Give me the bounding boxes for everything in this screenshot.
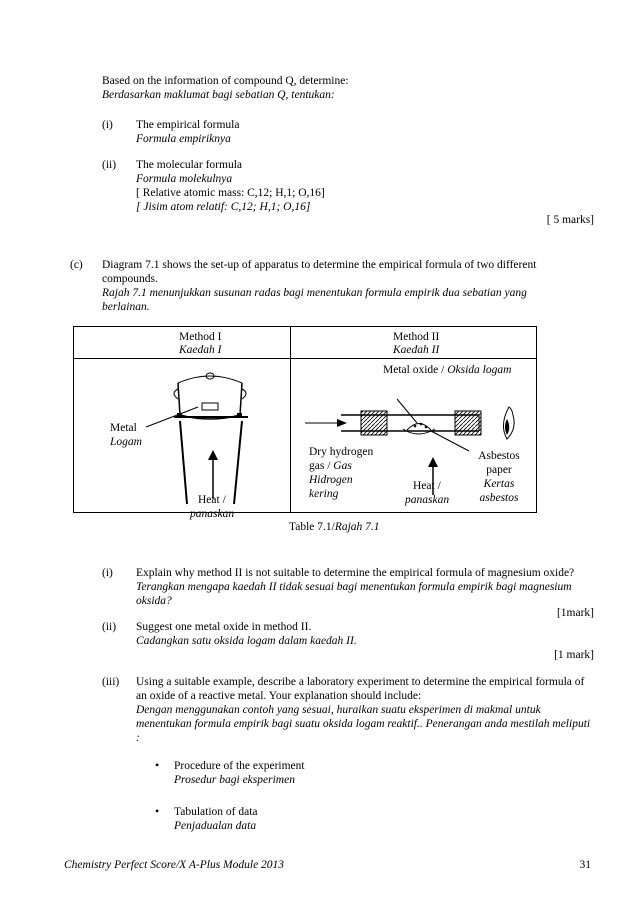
q-i-num: (i) xyxy=(102,119,113,131)
q-ii-num: (ii) xyxy=(102,159,117,171)
q-i-ms: Formula empiriknya xyxy=(136,133,231,145)
caption-ms: Rajah 7.1 xyxy=(334,521,380,533)
bullet-1-ms: Prosedur bagi eksperimen xyxy=(174,774,295,786)
heat2-ms: panaskan xyxy=(405,494,450,506)
heat2-en: Heat / xyxy=(413,480,441,492)
asbestos-4: asbestos xyxy=(479,492,519,504)
bullet-2-ms: Penjadualan data xyxy=(174,820,257,832)
q-ii-note-en: [ Relative atomic mass: C,12; H,1; O,16] xyxy=(136,187,325,199)
table-caption xyxy=(289,520,380,534)
metal-label-en: Metal xyxy=(110,422,137,434)
dry-hydrogen-5: kering xyxy=(309,488,339,500)
method2-en: Method II xyxy=(393,331,440,343)
bullet-icon: • xyxy=(155,804,160,818)
bullet-1-en: Procedure of the experiment xyxy=(174,760,305,772)
method1-cell xyxy=(74,359,291,520)
method2-header xyxy=(291,327,537,359)
q-ii-note-ms: [ Jisim atom relatif: C,12; H,1; O,16] xyxy=(136,201,311,213)
c-ii-num: (ii) xyxy=(102,621,117,633)
heat1-ms: panaskan xyxy=(190,508,235,520)
c-ii-marks: [1 mark] xyxy=(554,649,594,661)
method1-ms: Kaedah I xyxy=(179,344,222,356)
intro-ms: Berdasarkan maklumat bagi sebatian Q, tentukan: xyxy=(102,89,335,101)
metal-label-ms: Logam xyxy=(110,436,142,448)
intro-en: Based on the information of compound Q, determine: xyxy=(102,75,349,87)
q-ii-en: The molecular formula xyxy=(136,159,243,171)
q-i-en: The empirical formula xyxy=(136,119,240,131)
caption-en: Table 7.1/ xyxy=(289,521,335,533)
dry-hydrogen-4: Hidrogen xyxy=(309,474,353,486)
dry-hydrogen-2 xyxy=(309,459,352,473)
heat1-en: Heat / xyxy=(198,494,226,506)
method2-cell xyxy=(291,359,537,513)
c-iii-num: (iii) xyxy=(102,676,120,688)
asbestos-3: Kertas xyxy=(483,478,515,490)
footer-title: Chemistry Perfect Score/X A-Plus Module 2013 xyxy=(64,859,285,871)
dry-hydrogen-gas: gas / xyxy=(309,460,331,472)
method1-header xyxy=(74,327,291,359)
c-i-marks: [1mark] xyxy=(556,607,594,619)
metal-oxide-label xyxy=(383,363,511,377)
c-i-num: (i) xyxy=(102,567,113,579)
crucible-apparatus xyxy=(74,359,290,513)
c-iii-ms: Dengan menggunakan contoh yang sesuai, huraikan suatu eksperimen di makmal untuk menentukan formula empirik bagi suatu oksida logam reaktif.. Penerangan anda mestilah meliputi : xyxy=(136,704,591,744)
q-ii-ms: Formula molekulnya xyxy=(136,173,233,185)
bullet-icon: • xyxy=(155,758,160,772)
c-ii-ms: Cadangkan satu oksida logam dalam kaedah II. xyxy=(136,635,357,647)
metal-oxide-en: Metal oxide / xyxy=(383,364,445,376)
c-ii-en: Suggest one metal oxide in method II. xyxy=(136,621,312,633)
asbestos-2: paper xyxy=(486,464,512,476)
c-iii-en: Using a suitable example, describe a laboratory experiment to determine the empirical formula of an oxide of a reactive metal. Your explanation should include: xyxy=(136,676,585,702)
c-i-ms: Terangkan mengapa kaedah II tidak sesuai bagi menentukan formula empirik bagi magnesium oksida? xyxy=(136,581,572,607)
part-c-ms: Rajah 7.1 menunjukkan susunan radas bagi menentukan formula empirik dua sebatian yang berlainan. xyxy=(102,287,527,313)
page-number: 31 xyxy=(579,859,591,871)
asbestos-1: Asbestos xyxy=(478,450,520,462)
part-c-label: (c) xyxy=(70,259,83,271)
part-c-en: Diagram 7.1 shows the set-up of apparatus to determine the empirical formula of two different compounds. xyxy=(102,259,537,285)
marks-b: [ 5 marks] xyxy=(546,214,594,226)
method1-en: Method I xyxy=(179,331,222,343)
diagram-table xyxy=(73,326,537,520)
bullet-2-en: Tabulation of data xyxy=(174,806,258,818)
c-i-en: Explain why method II is not suitable to determine the empirical formula of magnesium oxide? xyxy=(136,567,575,579)
dry-hydrogen-1: Dry hydrogen xyxy=(309,446,374,458)
dry-hydrogen-gas-ms: Gas xyxy=(333,460,352,472)
metal-oxide-ms: Oksida logam xyxy=(447,364,512,376)
method2-ms: Kaedah II xyxy=(393,344,440,356)
